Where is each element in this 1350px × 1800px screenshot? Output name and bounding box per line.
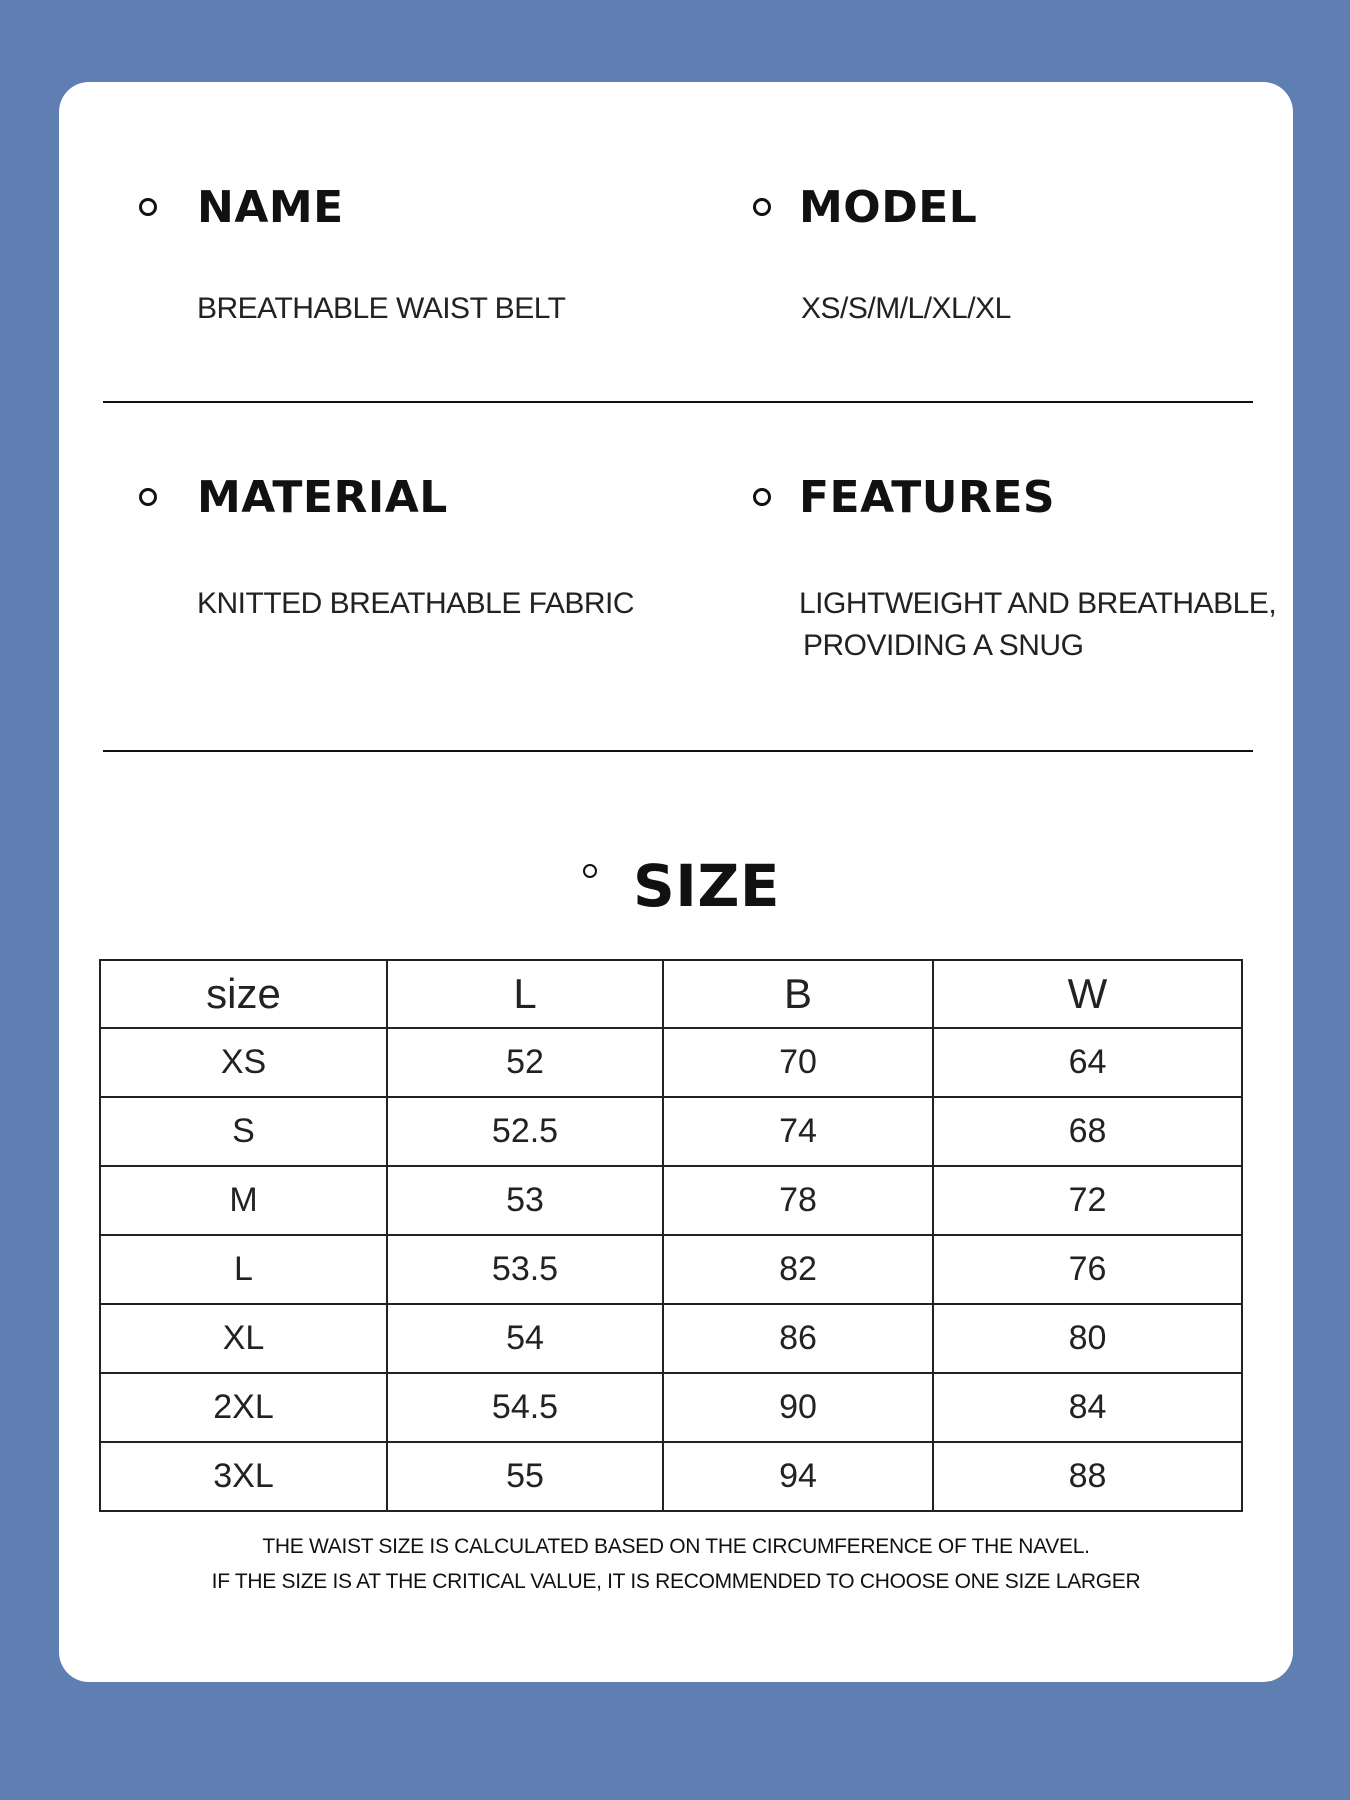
cell-l: 54.5 xyxy=(387,1373,663,1442)
header-w: W xyxy=(933,960,1242,1028)
note-line-2: IF THE SIZE IS AT THE CRITICAL VALUE, IT IS RECOMMENDED TO CHOOSE ONE SIZE LARGER xyxy=(211,1570,1141,1593)
table-row xyxy=(100,1166,1242,1235)
cell-w: 76 xyxy=(933,1235,1242,1304)
cell-size: S xyxy=(100,1097,387,1166)
cell-w: 64 xyxy=(933,1028,1242,1097)
cell-size: XS xyxy=(100,1028,387,1097)
cell-l: 55 xyxy=(387,1442,663,1511)
cell-b: 74 xyxy=(663,1097,933,1166)
header-b: B xyxy=(663,960,933,1028)
size-table xyxy=(99,959,1243,1512)
cell-size: XL xyxy=(100,1304,387,1373)
cell-l: 53.5 xyxy=(387,1235,663,1304)
model-bullet-icon xyxy=(753,198,771,216)
cell-b: 82 xyxy=(663,1235,933,1304)
cell-size: M xyxy=(100,1166,387,1235)
cell-b: 86 xyxy=(663,1304,933,1373)
features-heading: FEATURES xyxy=(799,472,1056,523)
cell-b: 78 xyxy=(663,1166,933,1235)
cell-b: 90 xyxy=(663,1373,933,1442)
cell-b: 70 xyxy=(663,1028,933,1097)
cell-w: 80 xyxy=(933,1304,1242,1373)
cell-size: L xyxy=(100,1235,387,1304)
divider-top xyxy=(103,401,1253,403)
model-heading: MODEL xyxy=(799,182,978,233)
cell-size: 2XL xyxy=(100,1373,387,1442)
note-line-1: THE WAIST SIZE IS CALCULATED BASED ON THE CIRCUMFERENCE OF THE NAVEL. xyxy=(262,1535,1090,1558)
cell-l: 54 xyxy=(387,1304,663,1373)
cell-w: 68 xyxy=(933,1097,1242,1166)
cell-l: 52 xyxy=(387,1028,663,1097)
features-value-line2: PROVIDING A SNUG xyxy=(803,629,1084,662)
name-heading: NAME xyxy=(197,182,344,233)
table-row xyxy=(100,1442,1242,1511)
table-row xyxy=(100,1028,1242,1097)
cell-b: 94 xyxy=(663,1442,933,1511)
cell-size: 3XL xyxy=(100,1442,387,1511)
name-value: BREATHABLE WAIST BELT xyxy=(197,292,566,325)
table-row xyxy=(100,1373,1242,1442)
cell-l: 53 xyxy=(387,1166,663,1235)
info-card xyxy=(59,82,1293,1682)
divider-bottom xyxy=(103,750,1253,752)
size-table-header-row xyxy=(100,960,1242,1028)
material-heading: MATERIAL xyxy=(197,472,448,523)
size-bullet-icon xyxy=(583,864,597,878)
cell-w: 72 xyxy=(933,1166,1242,1235)
size-heading: SIZE xyxy=(633,852,781,920)
features-bullet-icon xyxy=(753,488,771,506)
features-value-line1: LIGHTWEIGHT AND BREATHABLE, xyxy=(799,587,1277,620)
table-row xyxy=(100,1235,1242,1304)
cell-l: 52.5 xyxy=(387,1097,663,1166)
header-size: size xyxy=(100,960,387,1028)
material-bullet-icon xyxy=(139,488,157,506)
name-bullet-icon xyxy=(139,198,157,216)
cell-w: 84 xyxy=(933,1373,1242,1442)
header-l: L xyxy=(387,960,663,1028)
cell-w: 88 xyxy=(933,1442,1242,1511)
model-value: XS/S/M/L/XL/XL xyxy=(801,292,1011,325)
table-row xyxy=(100,1304,1242,1373)
table-row xyxy=(100,1097,1242,1166)
material-value: KNITTED BREATHABLE FABRIC xyxy=(197,587,635,620)
